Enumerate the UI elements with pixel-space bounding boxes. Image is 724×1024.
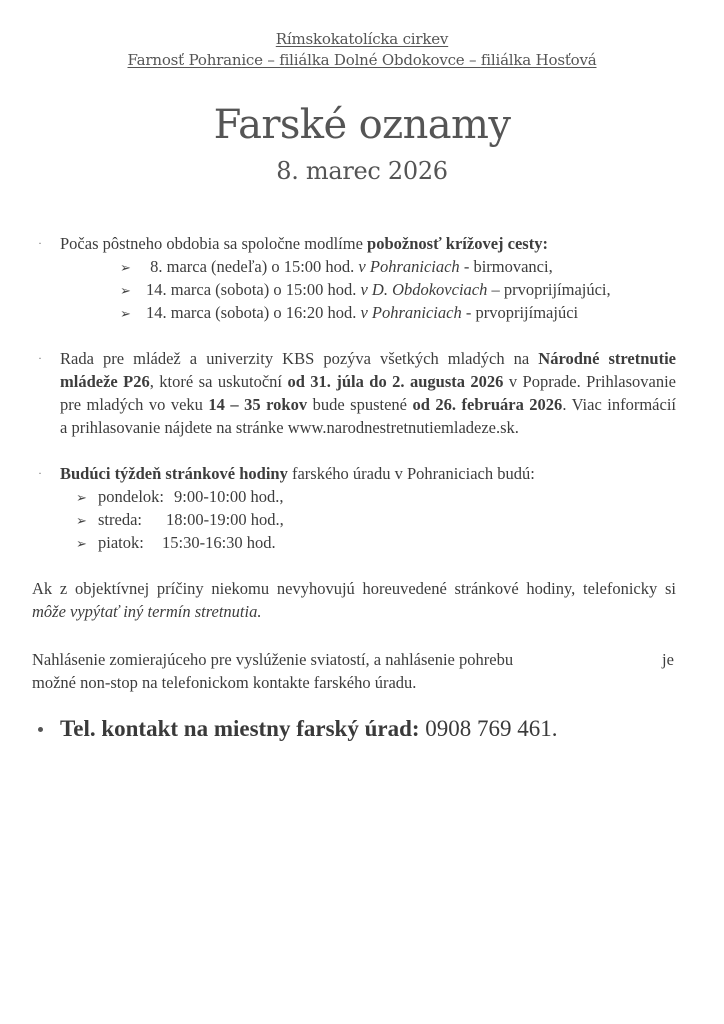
parish-name: Farnosť Pohranice – filiálka Dolné Obdokovce – filiálka Hosťová — [127, 51, 597, 69]
lent-item-who: prvoprijímajúci, — [503, 280, 611, 299]
lent-item-sep: - — [459, 257, 474, 276]
emergency-line-1: Nahlásenie zomierajúceho pre vyslúženie sviatostí, a nahlásenie pohrebu — [32, 650, 514, 669]
youth-bold: Národné stretnutie — [538, 349, 676, 368]
contact-line — [60, 716, 558, 742]
office-hours-item — [76, 486, 284, 511]
lent-intro — [60, 233, 548, 256]
youth-text: v Poprade. Prihlasovanie — [503, 372, 677, 391]
lent-item — [120, 256, 553, 281]
bullet-dot: · — [38, 351, 42, 365]
lent-item-where: v D. Obdokovciach — [360, 280, 488, 299]
lent-item — [120, 302, 578, 327]
lent-item-who: birmovanci, — [473, 257, 553, 276]
contact-label: Tel. kontakt na miestny farský úrad: — [60, 716, 420, 741]
alternative-line-1: Ak z objektívnej príčiny niekomu nevyhovujú horeuvedené stránkové hodiny, telefonicky si — [32, 579, 676, 598]
office-day: streda: — [98, 510, 142, 529]
office-hours-item — [76, 532, 276, 557]
youth-line-2 — [60, 371, 676, 394]
youth-age: 14 – 35 rokov — [208, 395, 308, 414]
emergency-line-2: možné non-stop na telefonickom kontakte farského úradu. — [32, 673, 417, 692]
youth-text: . Viac informácií — [562, 395, 676, 414]
office-day: pondelok: — [98, 487, 164, 506]
bullet-dot: · — [38, 236, 42, 250]
youth-text: bude spustené — [307, 395, 413, 414]
arrow-bullet-icon: ➢ — [120, 261, 131, 276]
lent-item-sep: - — [461, 303, 476, 322]
youth-text: , ktoré sa uskutoční — [149, 372, 288, 391]
arrow-bullet-icon: ➢ — [76, 514, 87, 529]
office-day: piatok: — [98, 533, 144, 552]
bullet-dot: · — [38, 466, 42, 480]
lent-item-when: 8. marca (nedeľa) o 15:00 hod. — [146, 257, 359, 276]
lent-item-where: v Pohraniciach — [360, 303, 462, 322]
lent-item — [120, 279, 611, 304]
arrow-bullet-icon: ➢ — [76, 537, 87, 552]
lent-intro-text: Počas pôstneho obdobia sa spoločne modlíme — [60, 234, 368, 253]
youth-bold: mládeže P26 — [60, 372, 150, 391]
church-name: Rímskokatolícka cirkev — [275, 30, 449, 48]
lent-item-sep: – — [487, 280, 504, 299]
youth-line-4: a prihlasovanie nájdete na stránke www.narodnestretnutiemladeze.sk. — [60, 418, 519, 437]
lent-item-when: 14. marca (sobota) o 15:00 hod. — [146, 280, 361, 299]
youth-text: pre mladých vo veku — [60, 395, 209, 414]
arrow-bullet-icon: ➢ — [76, 491, 87, 506]
office-hours-item — [76, 509, 284, 534]
office-hours-time: 18:00-19:00 hod., — [166, 510, 284, 529]
youth-line-3 — [60, 394, 676, 417]
phone-number: 0908 769 461. — [419, 716, 558, 741]
lent-item-where: v Pohraniciach — [358, 257, 460, 276]
youth-registration-date: od 26. februára 2026 — [412, 395, 563, 414]
announcement-date: 8. marec 2026 — [276, 157, 448, 185]
office-hours-intro — [60, 463, 535, 486]
office-hours-text: farského úradu v Pohraniciach budú: — [287, 464, 535, 483]
bullet-dot — [38, 727, 43, 732]
office-hours-bold: Budúci týždeň stránkové hodiny — [60, 464, 288, 483]
youth-text: Rada pre mládež a univerzity KBS pozýva všetkých mladých na — [60, 349, 539, 368]
lent-intro-bold: pobožnosť krížovej cesty: — [367, 234, 548, 253]
office-hours-time: 15:30-16:30 hod. — [162, 533, 276, 552]
office-hours-time: 9:00-10:00 hod., — [174, 487, 284, 506]
arrow-bullet-icon: ➢ — [120, 307, 131, 322]
arrow-bullet-icon: ➢ — [120, 284, 131, 299]
lent-item-who: prvoprijímajúci — [475, 303, 579, 322]
lent-item-when: 14. marca (sobota) o 16:20 hod. — [146, 303, 361, 322]
youth-line-1 — [60, 348, 676, 371]
alternative-line-2: môže vypýtať iný termín stretnutia. — [32, 602, 262, 621]
emergency-line-1-end: je — [662, 650, 674, 669]
youth-dates: od 31. júla do 2. augusta 2026 — [287, 372, 504, 391]
page-title: Farské oznamy — [213, 102, 511, 148]
